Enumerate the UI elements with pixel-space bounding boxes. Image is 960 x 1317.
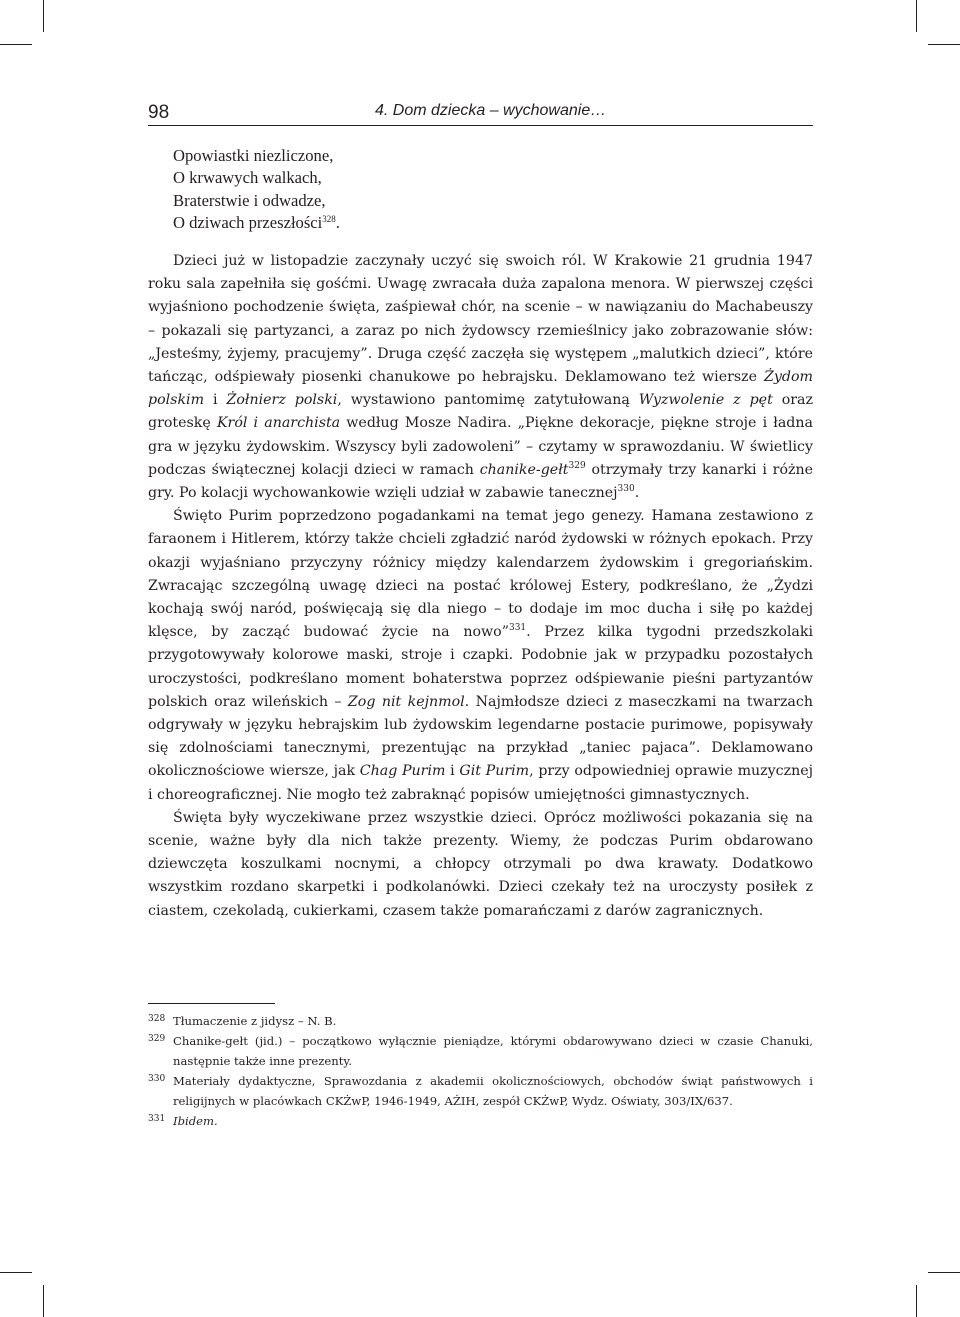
footnote-ref[interactable]: 328 — [322, 213, 336, 224]
footnotes — [148, 1011, 813, 1131]
crop-mark — [928, 44, 960, 45]
footnote: 329 Chanike-gełt (jid.) – początkowo wyłącznie pieniądze, którymi obdarowywano dzieci w czasie Chanuki, następnie także inne prezenty. — [148, 1031, 813, 1071]
crop-mark — [916, 0, 917, 32]
footnote-number: 331 — [148, 1114, 166, 1124]
footnote-number: 330 — [148, 1074, 166, 1084]
page-header — [148, 100, 813, 126]
footnote-number: 329 — [148, 1034, 166, 1044]
footnote-ref[interactable]: 330 — [617, 484, 635, 495]
page-number: 98 — [148, 102, 170, 123]
footnote: 331 Ibidem. — [148, 1111, 813, 1131]
crop-mark — [928, 1272, 960, 1273]
footnote-separator — [148, 1003, 275, 1004]
paragraph: Dzieci już w listopadzie zaczynały uczyć się swoich ról. W Krakowie 21 grudnia 1947 roku sala zapełniła się gośćmi. Uwagę zwracała duża zapalona menora. W pierwszej części wyjaśniono pochodzenie święta, zaśpiewał chór, na scenie – w nawiązaniu do Machabeuszy – pokazali się partyzanci, a zaraz po nich żydowscy rzemieślnicy jako zobrazowanie słów: „Jesteśmy, żyjemy, pracujemy”. Druga część zaczęła się występem „malutkich dzieci”, które tańcząc, odśpiewały piosenki chanukowe po hebrajsku. Deklamowano też wiersze Żydom polskim i Żołnierz polski, wystawiono pantomimę zatytułowaną Wyzwolenie z pęt oraz groteskę Król i anarchista według Mosze Nadira. „Piękne dekoracje, piękne stroje i ładna gra w języku żydowskim. Wszyscy byli zadowoleni” – czytamy w sprawozdaniu. W świetlicy podczas świątecznej kolacji dzieci w ramach chanike-gełt$^{329}$ otrzymały trzy kanarki i różne gry. Po kolacji wychowankowie wzięli udział w zabawie tanecznej$^{330}$. — [148, 253, 813, 502]
paragraph: Święto Purim poprzedzono pogadankami na temat jego genezy. Hamana zestawiono z faraonem i Hitlerem, którzy także chcieli zgładzić naród żydowski w różnych epokach. Przy okazji wyjaśniano przyczyny różnicy między kalendarzem żydowskim i gregoriańskim. Zwracając szczególną uwagę dzieci na postać królowej Estery, podkreślano, że „Żydzi kochają swój naród, poświęcają się dla niego – to dodaje im moc ducha i siłę po każdej klęsce, by zacząć budować życie na nowo”$^{331}$. Przez kilka tygodni przedszkolaki przygotowywały kolorowe maski, stroje i czapki. Podobnie jak w przypadku pozostałych uroczystości, podkreślano moment bohaterstwa poprzez odśpiewanie pieśni partyzantów polskich oraz wileńskich – Zog nit kejnmol. Najmłodsze dzieci z maseczkami na twarzach odgrywały w języku hebrajskim lub żydowskim legendarne postacie purimowe, popisywały się zdolnościami tanecznymi, prezentując na przykład „taniec pajaca”. Deklamowano okolicznościowe wiersze, jak Chag Purim i Git Purim, przy odpowiedniej oprawie muzycznej i choreograficznej. Nie mogło też zabraknąć popisów umiejętności gimnastycznych. — [148, 508, 814, 803]
crop-mark — [43, 1285, 44, 1317]
footnote: 330 Materiały dydaktyczne, Sprawozdania z akademii okolicznościowych, obchodów świąt państwowych i religijnych w placówkach CKŻwP, 1946-1949, AŻIH, zespół CKŻwP, Wydz. Oświaty, 303/IX/637. — [148, 1071, 813, 1111]
paragraph: Święta były wyczekiwane przez wszystkie dzieci. Oprócz możliwości pokazania się na scenie, ważne były dla nich także prezenty. Wiemy, że podczas Purim obdarowano dziewczęta koszulkami nocnymi, a chłopcy otrzymali po dwa krawaty. Dodatkowo wszystkim rozdano skarpetki i podkolanówki. Dzieci czekały też na uroczysty posiłek z ciastem, czekoladą, cukierkami, czasem także pomarańczami z darów zagranicznych. — [148, 809, 813, 919]
crop-mark — [43, 0, 44, 32]
poem-line: Braterstwie i odwadze, — [173, 190, 326, 210]
crop-mark — [0, 1272, 32, 1273]
footnote: 328 Tłumaczenie z jidysz – N. B. — [148, 1011, 813, 1031]
poem-line: O dziwach przeszłości$^{328}$. — [173, 212, 340, 232]
poem-quote — [173, 145, 340, 234]
running-title: 4. Dom dziecka – wychowanie… — [375, 102, 607, 119]
footnote-ref[interactable]: 329 — [568, 460, 586, 471]
crop-mark — [0, 44, 32, 45]
body-text — [148, 250, 813, 923]
footnote-ref[interactable]: 331 — [508, 623, 527, 634]
poem-line: Opowiastki niezliczone, — [173, 146, 334, 165]
footnote-number: 328 — [148, 1014, 166, 1024]
poem-line: O krwawych walkach, — [173, 168, 322, 188]
crop-mark — [916, 1285, 917, 1317]
